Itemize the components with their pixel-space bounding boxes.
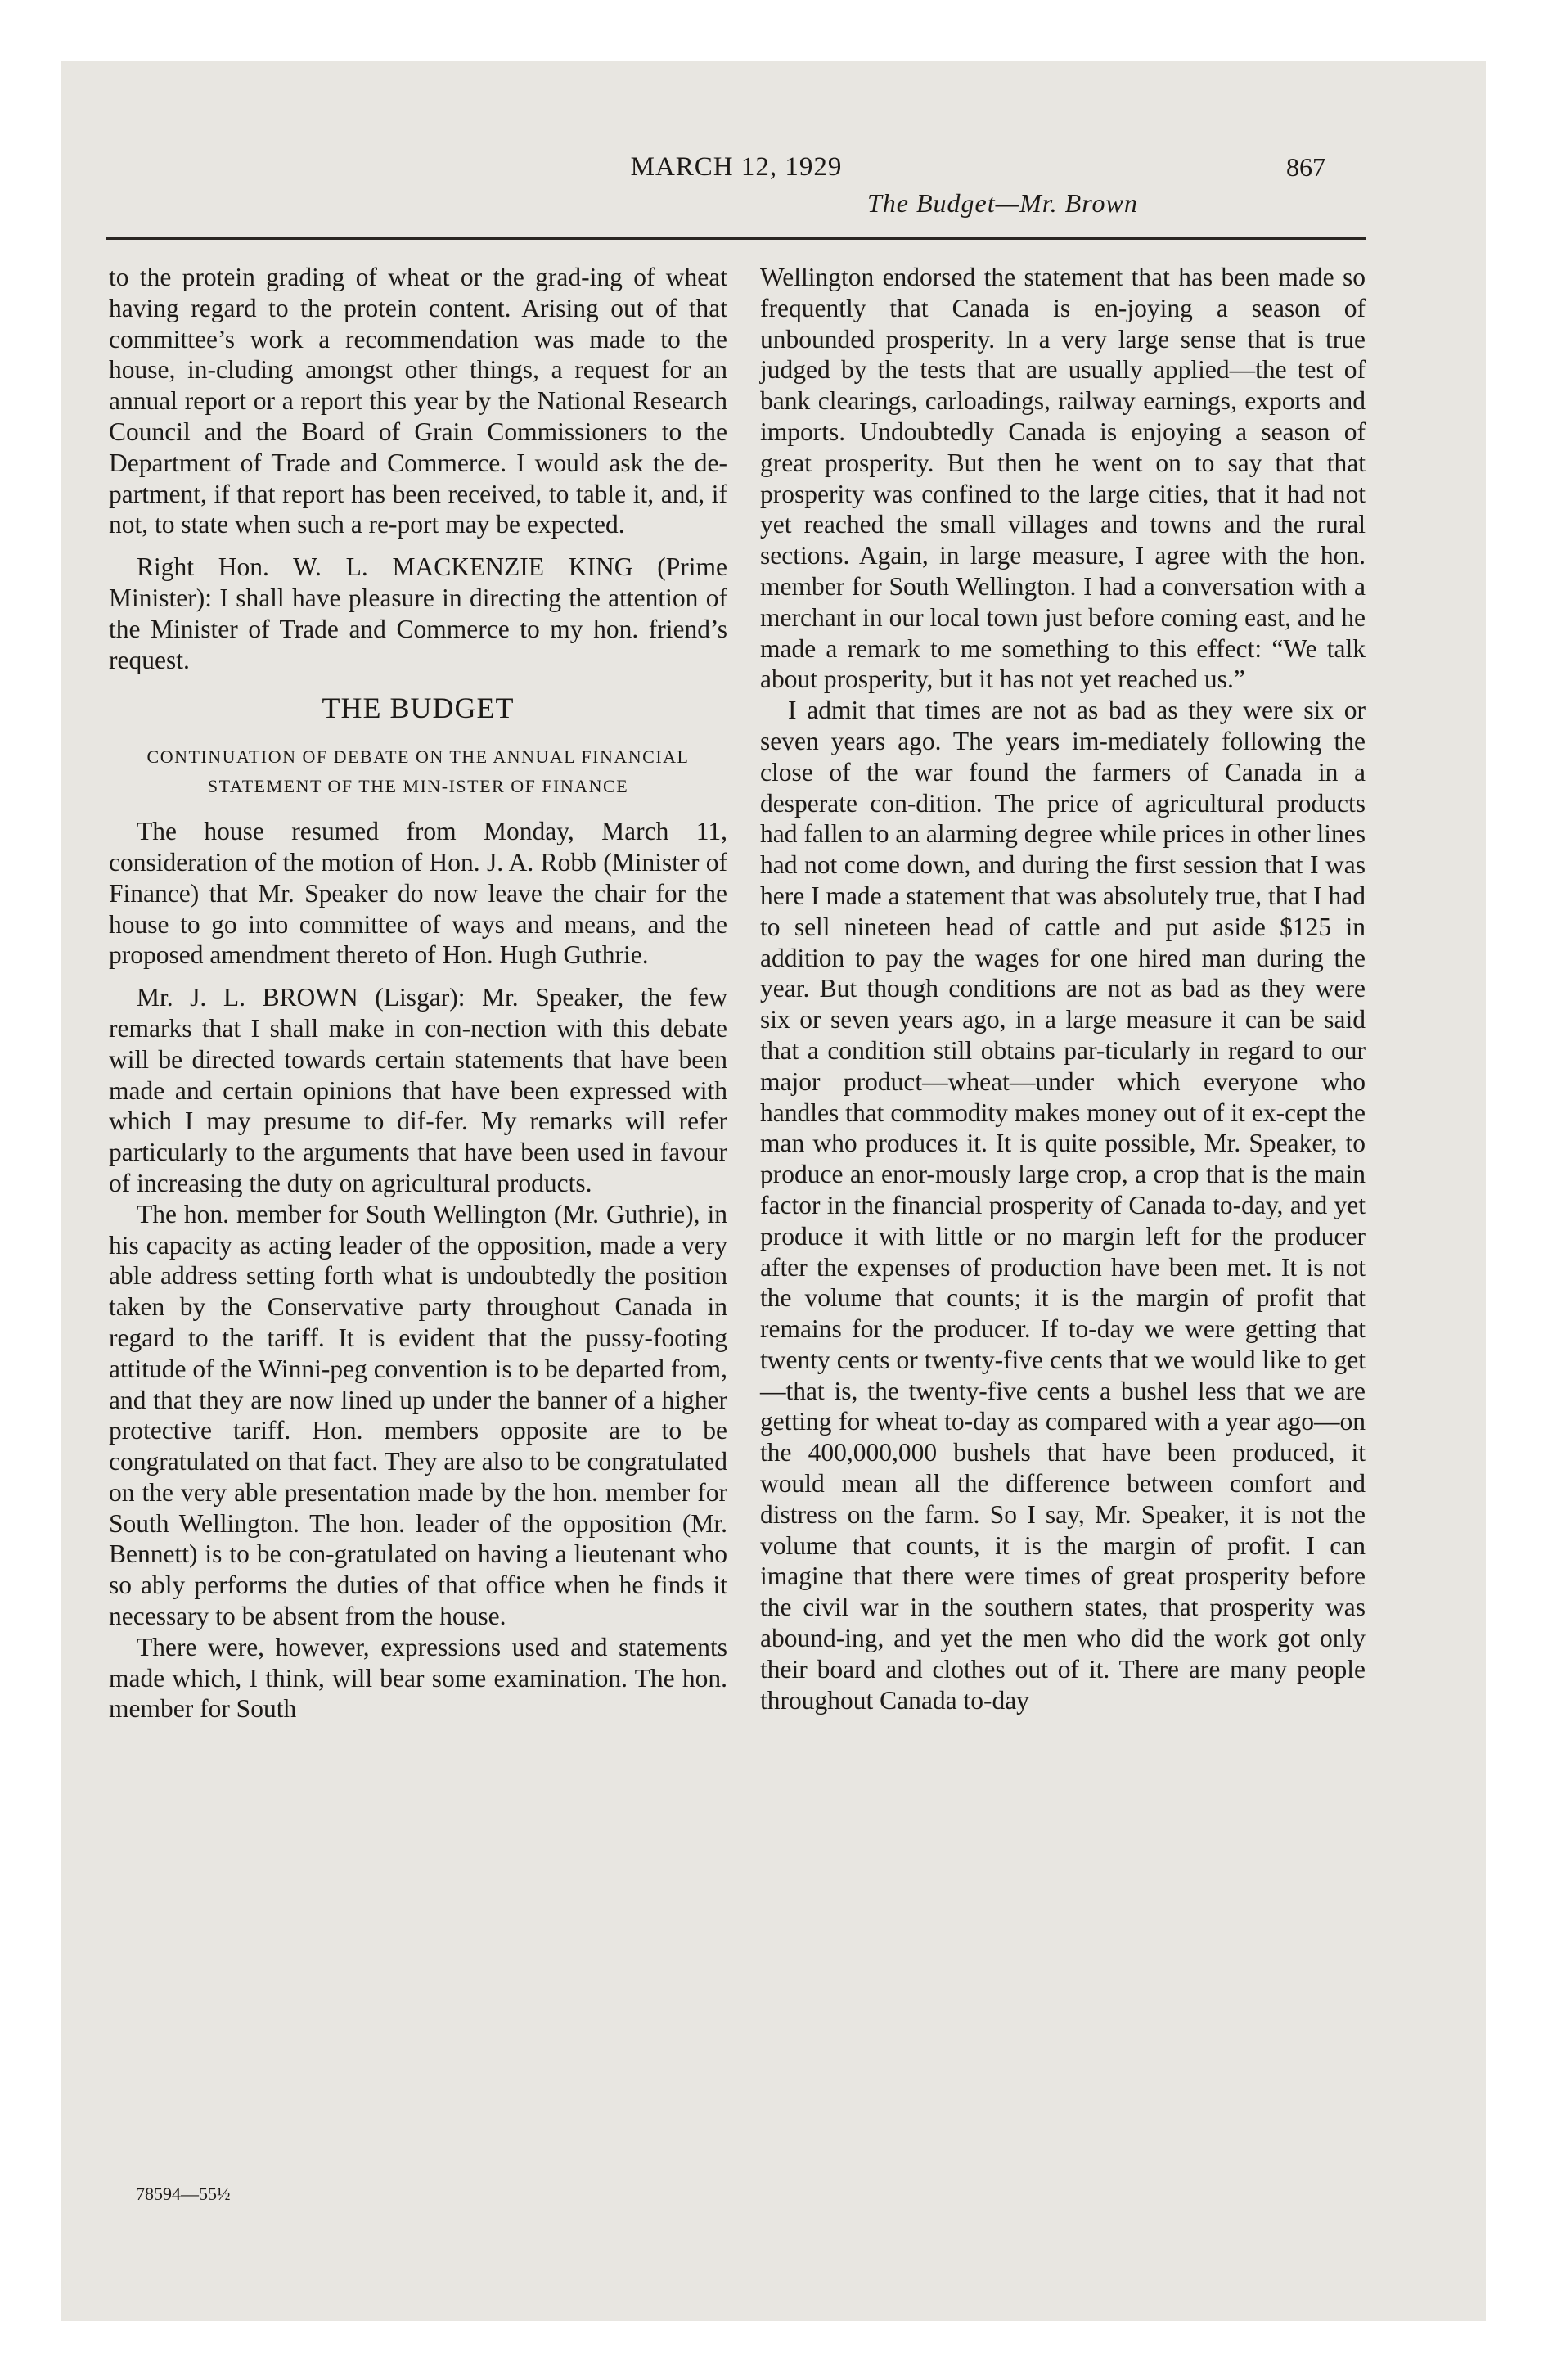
page-number: 867 xyxy=(1286,152,1325,182)
paragraph: Mr. J. L. BROWN (Lisgar): Mr. Speaker, the few remarks that I shall make in con-nection with this debate will be directed towards certain statements that have been made and certain opinions that have been expressed with which I may presume to dif-fer. My remarks will refer particularly to the arguments that have been used in favour of increasing the duty on agricultural products. xyxy=(109,983,727,1197)
paragraph: I admit that times are not as bad as they were six or seven years ago. The years im-mediately following the close of the war found the farmers of Canada in a desperate con-dition. The price of agricultural products had fallen to an alarming degree while prices in other lines had not come down, and during the first session that I was here I made a statement that was absolutely true, that I had to sell nineteen head of cattle and put aside $125 in addition to pay the wages for one hired man during the year. But though conditions are not as bad as they were six or seven years ago, in a large measure it can be said that a condition still obtains par-ticularly in regard to our major product—wheat—under which everyone who handles that commodity makes money out of it ex-cept the man who produces it. It is quite possible, Mr. Speaker, to produce an enor-mously large crop, a crop that is the main factor in the financial prosperity of Canada to-day, and yet produce it with little or no margin left for the producer after the expenses of production have been met. It is not the volume that counts; it is the margin of profit that remains for the producer. If to-day we were getting that twenty cents or twenty-five cents that we would like to get—that is, the twenty-five cents a bushel less that we are getting for wheat to-day as compared with a year ago—on the 400,000,000 bushels that have been produced, it would mean all the difference between comfort and distress on the farm. So I say, Mr. Speaker, it is not the volume that counts, it is the margin of profit. I can imagine that there were times of great prosperity before the civil war in the southern states, that prosperity was abound-ing, and yet the men who did the work got only their board and clothes out of it. There are many people throughout Canada to-day xyxy=(760,696,1366,1715)
footer-code: 78594—55½ xyxy=(136,2184,231,2204)
header-date: MARCH 12, 1929 xyxy=(630,152,843,182)
paragraph: to the protein grading of wheat or the grad-ing of wheat having regard to the protein content. Arising out of that committee’s work a recommendation was made to the house, in-cluding amongst other things, a request for an annual report or a report this year by the National Research Council and the Board of Grain Commissioners to the Department of Trade and Commerce. I would ask the de-partment, if that report has been received, to table it, and, if not, to state when such a re-port may be expected. xyxy=(109,263,727,539)
paragraph: Right Hon. W. L. MACKENZIE KING (Prime Minister): I shall have pleasure in directing the attention of the Minister of Trade and Commerce to my hon. friend’s request. xyxy=(109,552,727,674)
paragraph: There were, however, expressions used and statements made which, I think, will bear some examination. The hon. member for South xyxy=(109,1632,727,1724)
paragraph: The hon. member for South Wellington (Mr. Guthrie), in his capacity as acting leader of the opposition, made a very able address setting forth what is undoubtedly the position taken by the Conservative party throughout Canada in regard to the tariff. It is evident that the pussy-footing attitude of the Winni-peg convention is to be departed from, and that they are now lined up under the banner of a higher protective tariff. Hon. members opposite are to be congratulated on that fact. They are also to be congratulated on the very able presentation made by the hon. member for South Wellington. The hon. leader of the opposition (Mr. Bennett) is to be con-gratulated on having a lieutenant who so ably performs the duties of that office when he finds it necessary to be absent from the house. xyxy=(109,1199,727,1631)
paragraph: The house resumed from Monday, March 11, consideration of the motion of Hon. J. A. Robb (Minister of Finance) that Mr. Speaker do now leave the chair for the house to go into committee of ways and means, and the proposed amendment thereto of Hon. Hugh Guthrie. xyxy=(109,817,727,970)
left-column xyxy=(109,262,727,1724)
running-title: The Budget—Mr. Brown xyxy=(867,188,1138,218)
section-title: THE BUDGET xyxy=(322,692,515,725)
right-column xyxy=(760,262,1366,1715)
header-rule xyxy=(106,237,1366,240)
page-header xyxy=(106,152,1366,237)
paragraph: Wellington endorsed the statement that has been made so frequently that Canada is en-joying a season of unbounded prosperity. In a very large sense that is true judged by the tests that are usually applied—the test of bank clearings, carloadings, railway earnings, exports and imports. Undoubtedly Canada is enjoying a season of great prosperity. But then he went on to say that that prosperity was confined to the large cities, that it had not yet reached the small villages and towns and the rural sections. Again, in large measure, I agree with the hon. member for South Wellington. I had a conversation with a merchant in our local town just before coming east, and he made a remark to me something to this effect: “We talk about prosperity, but it has not yet reached us.” xyxy=(760,263,1366,694)
section-subtitle: CONTINUATION OF DEBATE ON THE ANNUAL FINANCIAL STATEMENT OF THE MIN-ISTER OF FINANCE xyxy=(146,746,690,797)
